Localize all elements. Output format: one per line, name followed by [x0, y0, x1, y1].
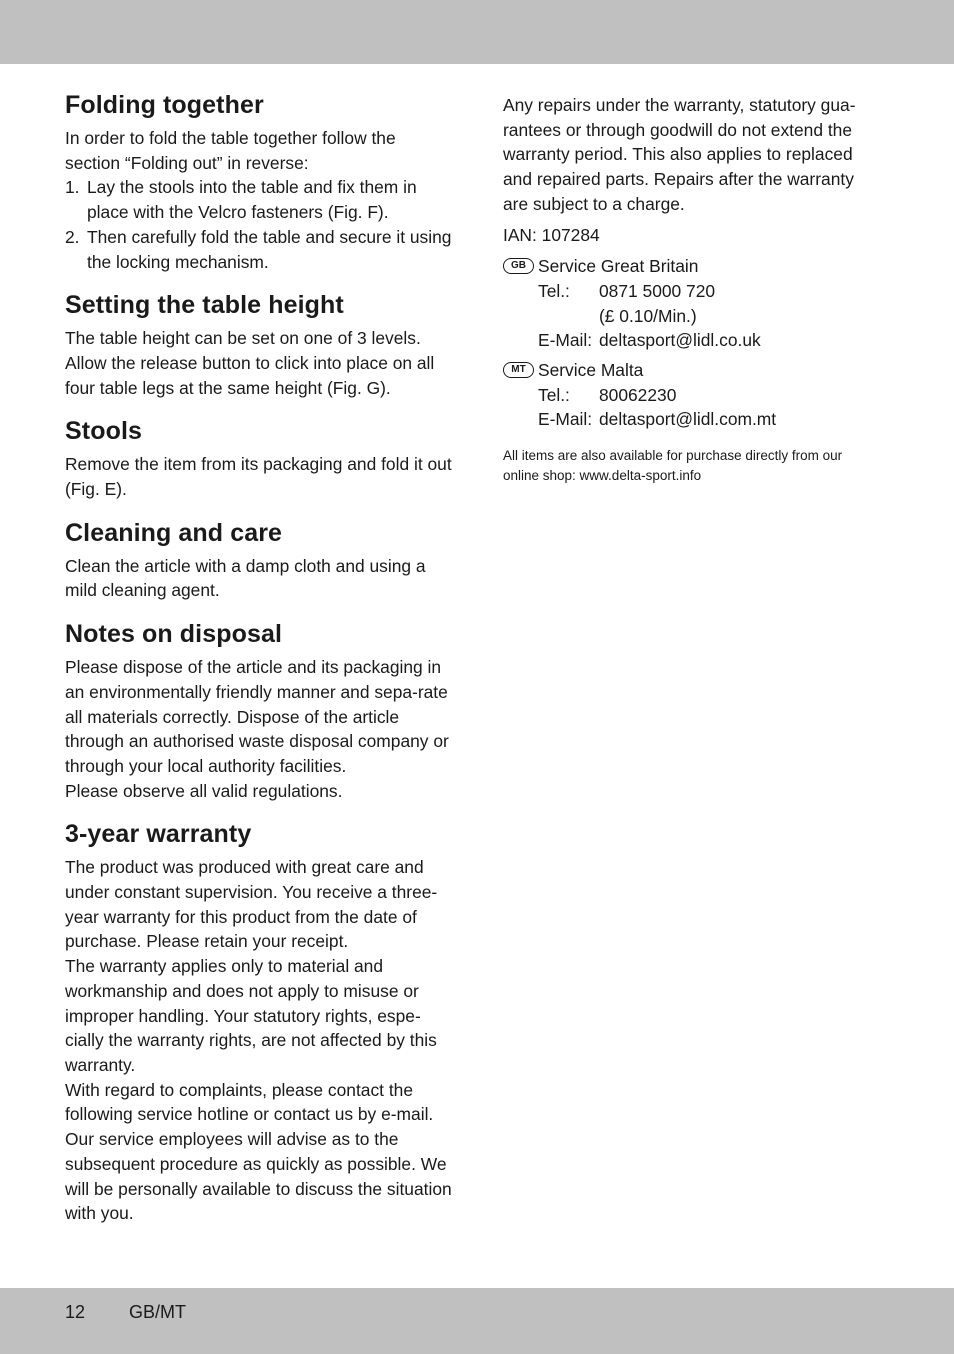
service-gb-phone: 0871 5000 720 [599, 280, 716, 301]
section-table-height [65, 290, 455, 400]
left-column [65, 90, 455, 1242]
gb-badge-icon: GB [503, 258, 534, 274]
warranty-paragraph-2: The warranty applies only to material and workmanship and does not apply to misuse or improper handling. Your statutory rights, espe-cially the warranty rights, are not affected by this warranty. [65, 956, 437, 1075]
disposal-text: Please dispose of the article and its packaging in an environmentally friendly manner and sepa-rate all materials correctly. Dispose of the article through an authorised waste disposal company or through your local authority facilities. [65, 657, 449, 776]
heading-cleaning: Cleaning and care [65, 518, 283, 547]
warranty-paragraph-1: The product was produced with great care and under constant supervision. You receive a three-year warranty for this product from the date of purchase. Please retain your receipt. [65, 857, 438, 952]
section-stools [65, 416, 455, 501]
heading-stools: Stools [65, 417, 142, 446]
table-height-text: The table height can be set on one of 3 levels. Allow the release button to click into place on all four table legs at the same height (Fig. G). [65, 328, 435, 398]
page-number: 12 [65, 1302, 86, 1322]
step-number: 1. [65, 177, 80, 198]
ian-number: IAN: 107284 [503, 224, 600, 245]
step-text: Then carefully fold the table and secure it using the locking mechanism. [87, 226, 452, 272]
repairs-text: Any repairs under the warranty, statutory gua-rantees or through goodwill do not extend the warranty period. This also applies to replaced and repaired parts. Repairs after the warranty are subject to a charge. [503, 95, 856, 214]
email-label: E-Mail: [538, 409, 593, 430]
step-text: Lay the stools into the table and fix them in place with the Velcro fasteners (Fig. F). [87, 177, 417, 223]
mt-badge-icon: MT [503, 362, 534, 378]
disposal-regulations: Please observe all valid regulations. [65, 780, 343, 801]
service-mt-email: deltasport@lidl.com.mt [599, 409, 777, 430]
service-gb-email: deltasport@lidl.co.uk [599, 330, 761, 351]
service-gb-rate: (£ 0.10/Min.) [599, 305, 697, 326]
tel-label: Tel.: [538, 384, 570, 405]
section-warranty [65, 819, 455, 1226]
service-gb [503, 254, 875, 353]
section-cleaning [65, 518, 455, 603]
section-disposal [65, 619, 455, 803]
email-label: E-Mail: [538, 330, 593, 351]
section-folding-together [65, 90, 455, 274]
right-column [503, 93, 875, 485]
folding-steps [65, 175, 455, 274]
page-language: GB/MT [129, 1302, 186, 1322]
service-mt [503, 358, 875, 432]
cleaning-text: Clean the article with a damp cloth and using a mild cleaning agent. [65, 555, 426, 601]
warranty-paragraph-3: With regard to complaints, please contact the following service hotline or contact us by e-mail. Our service employees will advise as to the subsequent procedure as quickly as possible. We will be personally available to discuss the situation with you. [65, 1079, 452, 1224]
step-number: 2. [65, 226, 80, 247]
folding-intro: In order to fold the table together follow the section “Folding out” in reverse: [65, 128, 396, 173]
service-mt-phone: 80062230 [599, 384, 677, 405]
online-shop-note: All items are also available for purchase directly from our online shop: www.delta-sport.info [503, 448, 843, 483]
service-mt-name: Service Malta [538, 359, 644, 380]
heading-folding-together: Folding together [65, 91, 264, 119]
list-item [65, 225, 455, 274]
tel-label: Tel.: [538, 280, 570, 301]
stools-text: Remove the item from its packaging and fold it out (Fig. E). [65, 454, 452, 500]
header-band [0, 0, 954, 64]
heading-disposal: Notes on disposal [65, 620, 283, 649]
list-item [65, 175, 455, 224]
heading-warranty: 3-year warranty [65, 820, 252, 849]
heading-table-height: Setting the table height [65, 291, 344, 320]
service-gb-name: Service Great Britain [538, 256, 699, 277]
